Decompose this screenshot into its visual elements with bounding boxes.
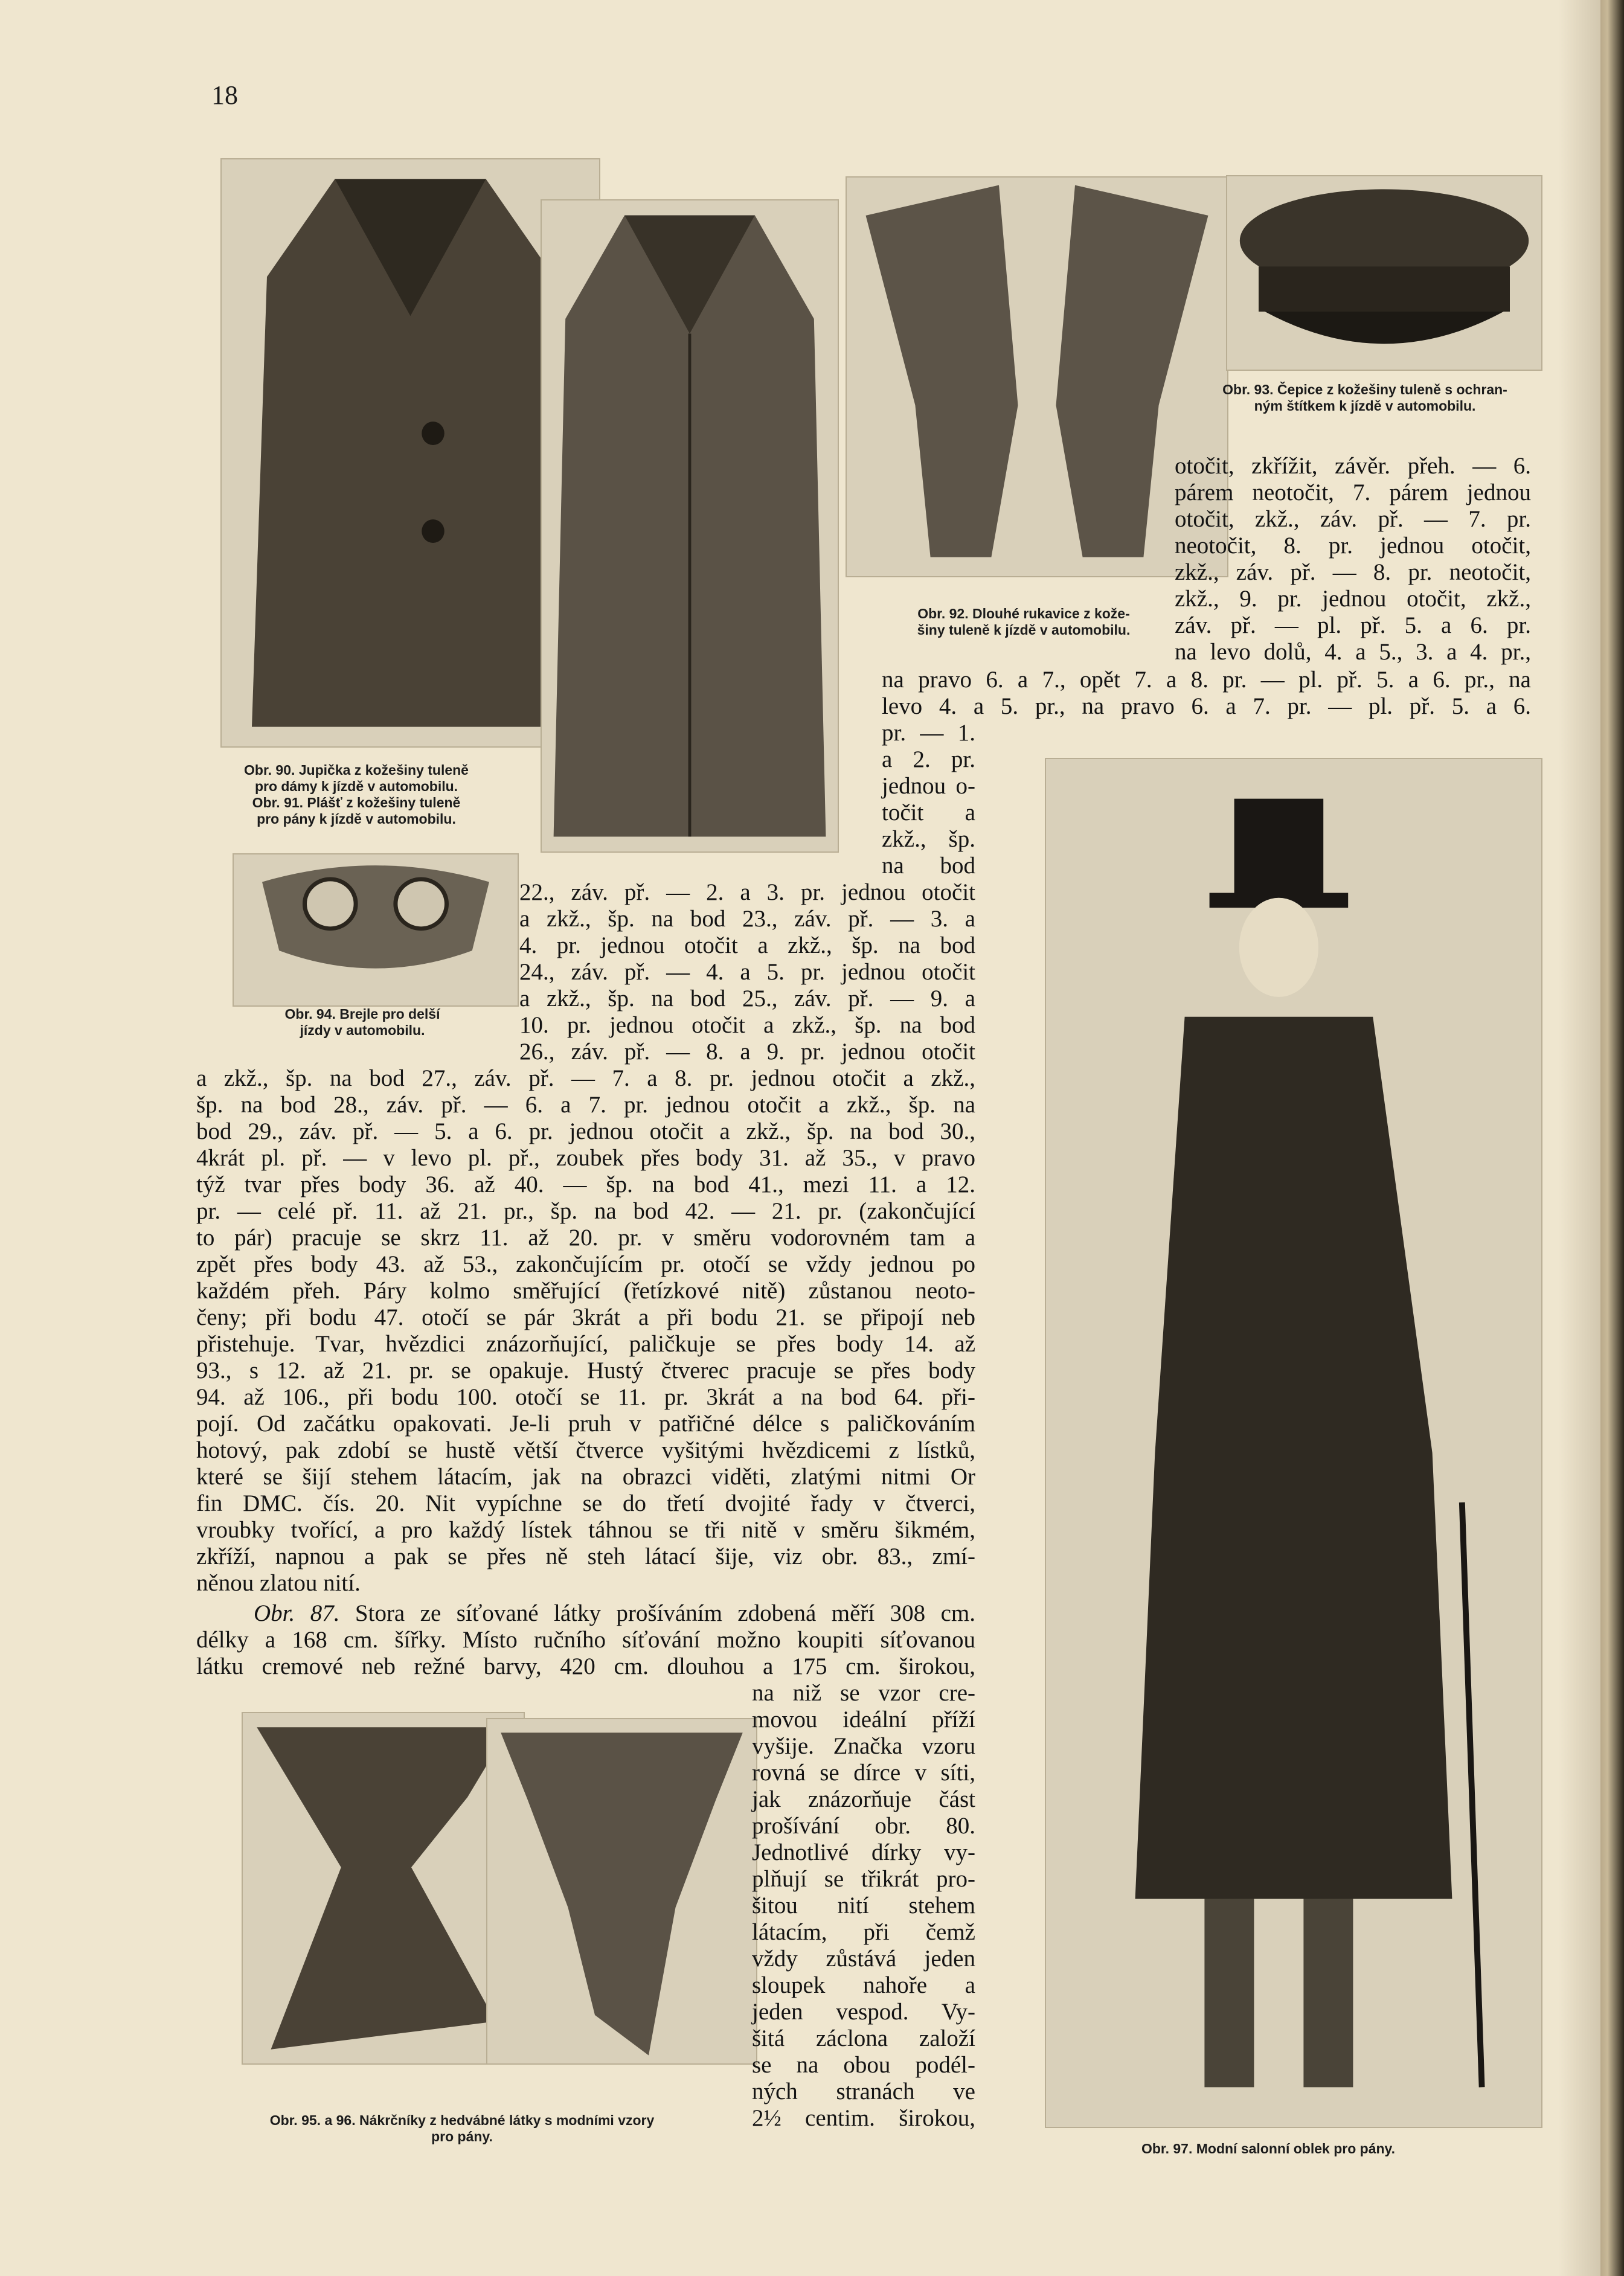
text-line: to pár) pracuje se skrz 11. až 20. pr. v směru vodorovném tam a: [196, 1225, 975, 1251]
text-line: jednou o-: [882, 773, 975, 799]
text-line: přistehuje. Tvar, hvězdici znázorňující, paličkuje se přes body 14. až: [196, 1331, 975, 1357]
text-line: [196, 1600, 975, 1627]
caption-fig-94: [254, 1006, 471, 1039]
text-line: 4krát pl. př. — v levo pl. př., zoubek přes body 31. až 35., v pravo: [196, 1145, 975, 1171]
text-line: zkříží, napnou a pak se přes ně steh látací šije, viz obr. 83., zmí-: [196, 1544, 975, 1569]
caption-line: Obr. 92. Dlouhé rukavice z kože-: [917, 606, 1130, 621]
caption-line: Obr. 91. Plášť z kožešiny tuleně: [252, 795, 461, 810]
cravat-96-engraving: [487, 1719, 756, 2063]
illustration-mens-fur-coat: [541, 199, 839, 853]
text-line: a 2. pr.: [882, 746, 975, 772]
text-block-c: [882, 720, 975, 879]
caption-line: Obr. 90. Jupička z kožešiny tuleně: [244, 762, 469, 778]
illustration-gentleman-frock-coat: [1045, 758, 1542, 2128]
text-line: látku cremové neb režné barvy, 420 cm. dlouhou a 175 cm. širokou,: [196, 1653, 975, 1679]
page-spine-shadow: [1558, 0, 1600, 2276]
text-line: jak znázorňuje část: [752, 1786, 975, 1812]
text-line: zkž., šp.: [882, 826, 975, 852]
caption-line: pro pány k jízdě v automobilu.: [257, 811, 456, 827]
text-line: týž tvar přes body 36. až 40. — šp. na bod 41., mezi 11. a 12.: [196, 1172, 975, 1197]
text-line: 22., záv. př. — 2. a 3. pr. jednou otočit: [519, 879, 975, 905]
caption-fig-95-96: [211, 2112, 713, 2145]
text-line: látacím, při čemž: [752, 1919, 975, 1945]
book-binding-edge: [1600, 0, 1624, 2276]
caption-line: pro dámy k jízdě v automobilu.: [254, 778, 458, 794]
gloves-engraving: [847, 178, 1227, 576]
text-line: šitá záclona založí: [752, 2025, 975, 2051]
text-line: movou ideální příží: [752, 1707, 975, 1733]
caption-line: pro pány.: [431, 2129, 493, 2144]
caption-line: Obr. 95. a 96. Nákrčníky z hedvábné látky s modními vzory: [269, 2112, 655, 2128]
text-line: které se šijí stehem látacím, jak na obrazci viděti, zlatými nitmi Or: [196, 1464, 975, 1490]
text-line: na bod: [882, 853, 975, 879]
text-block-a: [1175, 453, 1531, 665]
text-line: vroubky tvořící, a pro každý lístek táhnou se tři nitě v směru šikmém,: [196, 1517, 975, 1543]
text-line: na pravo 6. a 7., opět 7. a 8. pr. — pl. př. 5. a 6. pr., na: [882, 667, 1531, 693]
text-line: otočit, zkřížit, závěr. přeh. — 6.: [1175, 453, 1531, 479]
text-block-d: [519, 879, 975, 1065]
cap-engraving: [1227, 176, 1541, 370]
text-line: 26., záv. př. — 8. a 9. pr. jednou otočit: [519, 1039, 975, 1065]
text-line: a zkž., šp. na bod 23., záv. př. — 3. a: [519, 906, 975, 932]
text-line: záv. př. — pl. př. 5. a 6. pr.: [1175, 612, 1531, 638]
text-line: neotočit, 8. pr. jednou otočit,: [1175, 533, 1531, 559]
text-line: hotový, pak zdobí se hustě větší čtverce vyšitými hvězdicemi z lístků,: [196, 1437, 975, 1463]
text-line: něnou zlatou nití.: [196, 1570, 361, 1596]
text-line: ných stranách ve: [752, 2079, 975, 2104]
text-line: pojí. Od začátku opakovati. Je-li pruh v patřičné délce s paličkováním: [196, 1411, 975, 1437]
text-line: Jednotlivé dírky vy-: [752, 1839, 975, 1865]
text-block-e: [196, 1065, 975, 1597]
text-block-g: [752, 1680, 975, 2132]
text-line: a zkž., šp. na bod 25., záv. př. — 9. a: [519, 986, 975, 1011]
text-line: a zkž., šp. na bod 27., záv. př. — 7. a 8. pr. jednou otočit a zkž.,: [196, 1065, 975, 1091]
text-line: párem neotočit, 7. párem jednou: [1175, 479, 1531, 505]
caption-line: ným štítkem k jízdě v automobilu.: [1254, 398, 1476, 414]
caption-line: Obr. 97. Modní salonní oblek pro pány.: [1141, 2141, 1396, 2156]
figure-reference: Obr. 87.: [254, 1600, 340, 1626]
illustration-fur-cap: [1226, 175, 1542, 371]
text-line: jeden vespod. Vy-: [752, 1999, 975, 2025]
text-line: šp. na bod 28., záv. př. — 6. a 7. pr. jednou otočit a zkž., šp. na: [196, 1092, 975, 1118]
text-line: zkž., 9. pr. jednou otočit, zkž.,: [1175, 586, 1531, 612]
text-line: prošívání obr. 80.: [752, 1813, 975, 1839]
illustration-driving-goggles: [233, 853, 519, 1007]
text-line: zkž., záv. př. — 8. pr. neotočit,: [1175, 559, 1531, 585]
caption-fig-92: [894, 606, 1154, 638]
text-line: pr. — 1.: [882, 720, 975, 746]
fur-coat-engraving: [542, 200, 838, 851]
text-line: 93., s 12. až 21. pr. se opakuje. Hustý čtverec pracuje se přes body: [196, 1358, 975, 1383]
text-line: 4. pr. jednou otočit a zkž., šp. na bod: [519, 932, 975, 958]
caption-line: šiny tuleně k jízdě v automobilu.: [917, 622, 1131, 638]
text-line: vždy zůstává jeden: [752, 1946, 975, 1972]
caption-line: Obr. 93. Čepice z kožešiny tuleně s ochran-: [1222, 382, 1507, 397]
illustration-silk-cravat-96: [486, 1718, 757, 2065]
text-line: na niž se vzor cre-: [752, 1680, 975, 1706]
gentleman-engraving: [1046, 759, 1541, 2127]
text-line: pr. — celé př. 11. až 21. pr., šp. na bod 42. — 21. pr. (zakončující: [196, 1198, 975, 1224]
text-line: 94. až 106., při bodu 100. otočí se 11. pr. 3krát a na bod 64. při-: [196, 1384, 975, 1410]
text-line: rovná se dírce v síti,: [752, 1760, 975, 1786]
text-line: zpět přes body 43. až 53., zakončujícím pr. otočí se vždy jednou po: [196, 1251, 975, 1277]
caption-fig-97: [1099, 2141, 1437, 2157]
goggles-engraving: [234, 854, 518, 1005]
text-line: délky a 168 cm. šířky. Místo ručního síťování možno koupiti síťovanou: [196, 1627, 975, 1653]
text-line: bod 29., záv. př. — 5. a 6. pr. jednou otočit a zkž., šp. na bod 30.,: [196, 1118, 975, 1144]
text-line: na levo dolů, 4. a 5., 3. a 4. pr.,: [1175, 639, 1531, 665]
text-line: levo 4. a 5. pr., na pravo 6. a 7. pr. — pl. př. 5. a 6.: [882, 693, 1531, 719]
text-block-f: [196, 1600, 975, 1680]
text-line: točit a: [882, 800, 975, 825]
text-fragment: Stora ze síťované látky prošíváním zdobená měří 308 cm.: [355, 1600, 975, 1626]
text-line: fin DMC. čís. 20. Nit vypíchne se do třetí dvojité řady v čtverci,: [196, 1490, 975, 1516]
caption-line: Obr. 94. Brejle pro delší: [284, 1006, 440, 1022]
cravat-95-engraving: [243, 1713, 524, 2063]
illustration-fur-gloves: [846, 176, 1228, 577]
caption-fig-93: [1184, 382, 1546, 414]
page-number: 18: [211, 80, 238, 110]
text-line: vyšije. Značka vzoru: [752, 1733, 975, 1759]
text-line: plňují se třikrát pro-: [752, 1866, 975, 1892]
text-line: 10. pr. jednou otočit a zkž., šp. na bod: [519, 1012, 975, 1038]
text-line: šitou nití stehem: [752, 1893, 975, 1919]
text-line: sloupek nahoře a: [752, 1972, 975, 1998]
text-line: otočit, zkž., záv. př. — 7. pr.: [1175, 506, 1531, 532]
caption-fig-90-91: [205, 762, 507, 827]
illustration-silk-cravat-95: [242, 1712, 525, 2065]
text-line: se na obou podél-: [752, 2052, 975, 2078]
caption-line: jízdy v automobilu.: [300, 1022, 425, 1038]
text-block-b: [882, 667, 1531, 720]
text-line: 2½ centim. širokou,: [752, 2105, 975, 2131]
text-line: každém přeh. Páry kolmo směřující (řetízkové nitě) zůstanou neoto-: [196, 1278, 975, 1304]
text-line: 24., záv. př. — 4. a 5. pr. jednou otočit: [519, 959, 975, 985]
text-line: čeny; při bodu 47. otočí se pár 3krát a při bodu 21. se připojí neb: [196, 1304, 975, 1330]
